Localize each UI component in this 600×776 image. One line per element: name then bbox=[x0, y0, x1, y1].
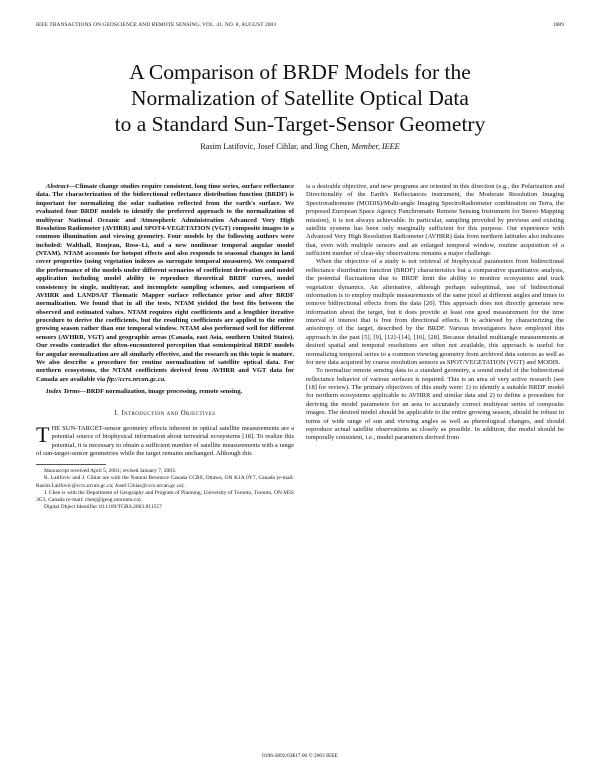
footnote-affiliation-1: R. Latifovic and J. Cihlar are with the Natural Resource Canada CCRS, Ottawa, ON K1A 0Y7, Canada (e-mail: Rasim.Latifovic@ccrs.nrcan.gc.ca; Josef.Cihlar@ccrs.nrcan.gc.ca). bbox=[36, 475, 294, 489]
paper-title bbox=[40, 59, 560, 137]
intro-caps: HE SUN-TARGET- bbox=[51, 424, 105, 432]
paragraph-continued: is a desirable objective, and new programs are oriented in this direction (e.g., the Polarization and Directionality of the Earth's Reflectances instrument, the Moderate Resolution Imaging Spectroradiometer (MODIS)/Multi-angle Imaging SpectroRadiometer combination on Terra, the proposed European Space Agency Panchromatic Remote Sensing Instrument for Stereo Mapping mission), it is not always achievable. In particular, sampling provided by previous and existing satellite systems has been only marginally sufficient for this purpose. Our experience with Advanced Very High Resolution Radiometer (AVHRR) data from northern latitudes also indicates that, even with multiple sensors and an enlarged temporal window, routine acquisition of a sufficient number of clear-sky observations remains a major challenge. bbox=[306, 183, 564, 257]
running-header: IEEE TRANSACTIONS ON GEOSCIENCE AND REMOTE SENSING, VOL. 41, NO. 8, AUGUST 2003 bbox=[36, 22, 277, 28]
intro-paragraph bbox=[36, 421, 295, 459]
section-heading: I. Introduction and Objectives bbox=[114, 410, 216, 418]
copyright-footer: 0196-2892/03$17.00 © 2003 IEEE bbox=[262, 753, 338, 759]
index-terms-lead: Index Terms bbox=[46, 388, 80, 395]
author-line bbox=[40, 142, 560, 151]
paragraph-2: When the objective of a study is not retrieval of biophysical parameters from bidirectional reflectance distribution function (BRDF) characteristics but a comparative quantitative analysis, the potential fluctuations due to BRDF limit the ability to monitor ecosystems and track vegetation dynamics. An alternative, although perhaps suboptimal, use of bidirectional information is to employ multiple measurements of the same pixel at different angles and times to remove bidirectional effects from the data [20]. This approach does not directly generate new information about the target, but it does provide at least one good measurement for the time interval of interest that is free from directional effects. It is achieved by characterizing the anisotropy of the target, described by the BRDF. Various investigators have employed this approach in the past [5], [9], [12]–[14], [16], [28]. Because detailed multiangle measurements at desired spatial and temporal resolutions are often not available, this approach is useful for normalizing temporal series to a common viewing geometry from archived data sources as well as for new data acquired by coarse resolution sensors as SPOT/VEGETATION (VGT) and MODIS. bbox=[306, 258, 564, 366]
paragraph-3: To normalize remote sensing data to a standard geometry, a sound model of the bidirectional reflectance behavior of various surfaces is required. This is an area of very active research (see [18] for review). The primary objectives of this study were: 1) to identify a suitable BRDF model for northern ecosystems applicable to AVHRR and similar data and 2) to define a procedure for deriving the model parameters for an area to accurately correct multiyear series of composite images. The desired model should be applicable to the entire growing season, should be robust in terms of wide range of sun and viewing angles as well as phenological changes, and should reproduce actual satellite observations as closely as possible. In addition, the model should be temporally consistent, i.e., model parameters derived from bbox=[306, 367, 564, 442]
abstract-end: . bbox=[164, 375, 166, 383]
footnote-affiliation-2: J. Chen is with the Department of Geography and Program of Planning, University of Toronto, Toronto, ON M5S 3G3, Canada (e-mail: chenj@geog.utoronto.ca). bbox=[36, 489, 294, 504]
footnote-doi: Digital Object Identifier 10.1109/TGRS.2003.811557 bbox=[44, 504, 162, 511]
footnote-rule bbox=[36, 464, 106, 465]
abstract-lead: Abstract bbox=[46, 183, 69, 190]
intro-text: sensor geometry effects inherent in optical satellite measurements are a potential source of biophysical information about terrestrial ecosystems [18]. To realize this potential, it is necessary to obtain a sufficient number of satellite measurements with a range of sun-target-sensor geometries while the target remains unchanged. Although this bbox=[36, 424, 295, 457]
author-membership: Member, IEEE bbox=[351, 142, 400, 151]
left-column bbox=[36, 183, 294, 511]
title-line-2: Normalization of Satellite Optical Data bbox=[131, 86, 469, 110]
title-line-1: A Comparison of BRDF Models for the bbox=[129, 60, 471, 84]
abstract-body: —Climate change studies require consistent, long time series, surface reflectance data. The characterization of the bidirectional reflectance distribution function (BRDF) is important for normalizing the solar radiation reflected from the earth's surface. We evaluated four BRDF models to identify the preferred approach to the normalization of multiyear National Oceanic and Atmospheric Administration Advanced Very High Resolution Radiometer (AVHRR) and SPOT4-VEGETATION (VGT) composite images to a common illumination and viewing geometry. Four models by the following authors were included: Walthall, Roujean, Ross–Li, and a new nonlinear temporal angular model (NTAM). NTAM accounts for hotspot effects and also responds to seasonal changes in land cover properties (using vegetation indexes as surrogate temporal measures). We compared the performance of the models under different scenarios of coefficient derivation and model application including model ability to reproduce theoretical BRDF curves, model consistency in single, multiyear, and incomplete sampling schemes, and comparison of AVHRR and LANDSAT Thematic Mapper surface reflectance prior and after BRDF normalization. We found that in all the tests, NTAM yielded the best fits between the observed and estimated values. NTAM requires eight coefficients and a lengthier iterative procedure to derive the coefficients, but the resulting coefficients are applied to the entire growing season rather than one temporal window. NTAM also performed well for different sensors (AVHRR, VGT) and geographic areas (Canada, east Asia, southern United States). Our results contradict the often-encountered perception that semiempirical BRDF models for angular normalization are all similarly effective, and the research on this topic is mature. We also describe a procedure for routine normalization of satellite optical data. For northern ecosystems, the NTAM coefficients derived from AVHRR and VGT data for Canada are available via bbox=[36, 183, 294, 383]
title-line-3: to a Standard Sun-Target-Sensor Geometry bbox=[114, 112, 486, 136]
ftp-link[interactable]: ftp://ccrs.nrcan.gc.ca bbox=[106, 375, 165, 383]
page-number: 1889 bbox=[552, 22, 564, 28]
index-terms bbox=[36, 388, 294, 396]
footnote-received: Manuscript received April 5, 2001; revised January 7, 2003. bbox=[44, 468, 177, 475]
right-column bbox=[306, 183, 564, 443]
author-names: Rasim Latifovic, Josef Cihlar, and Jing Chen, bbox=[200, 142, 350, 151]
drop-cap: T bbox=[36, 421, 50, 447]
abstract bbox=[36, 183, 294, 384]
index-terms-body: —BRDF normalization, image processing, remote sensing. bbox=[79, 388, 243, 395]
